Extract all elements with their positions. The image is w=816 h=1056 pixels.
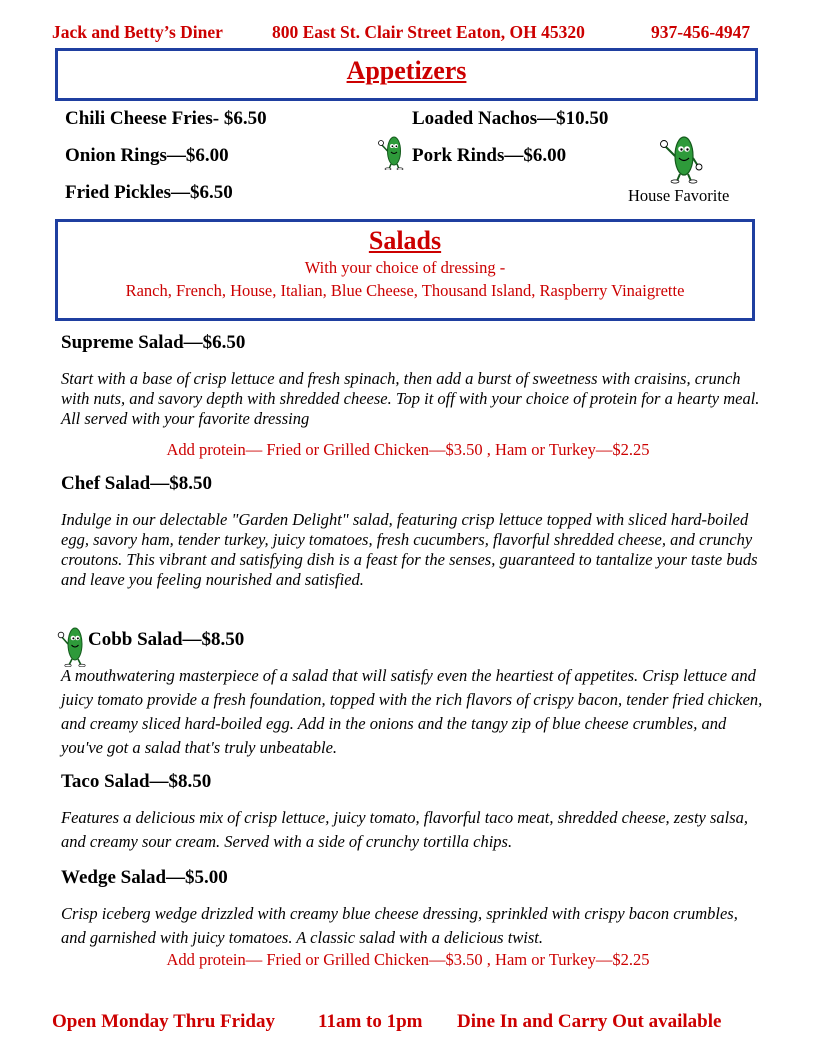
salads-box (55, 219, 755, 321)
diner-phone: 937-456-4947 (651, 22, 751, 42)
appetizers-title: Appetizers (346, 56, 467, 85)
salad-title: Cobb Salad—$8.50 (88, 629, 245, 650)
salads-title: Salads (368, 226, 442, 255)
add-protein-note: Add protein— Fried or Grilled Chicken—$3.50 , Ham or Turkey—$2.25 (166, 950, 650, 969)
appetizer-item: Pork Rinds—$6.00 (412, 145, 567, 166)
salad-description: Indulge in our delectable "Garden Delight" salad, featuring crisp lettuce topped with sliced hard-boiled egg, savory ham, tender turkey, juicy tomatoes, fresh cucumbers, flavorful shredded cheese, and crunchy croutons. This vibrant and satisfying dish is a feast for the senses, guaranteed to tantalize your taste buds and leave you feeling nourished and satisfied. (61, 510, 758, 589)
diner-address: 800 East St. Clair Street Eaton, OH 45320 (272, 22, 585, 42)
salad-title: Taco Salad—$8.50 (61, 771, 212, 792)
salad-title: Chef Salad—$8.50 (61, 473, 212, 494)
open-days: Open Monday Thru Friday (52, 1011, 275, 1032)
open-hours: 11am to 1pm (318, 1011, 423, 1032)
salad-description: Crisp iceberg wedge drizzled with creamy blue cheese dressing, sprinkled with crispy bacon crumbles, and garnished with juicy tomatoes. A classic salad with a delicious twist. (61, 904, 738, 947)
appetizers-box (55, 48, 758, 101)
dressing-intro: With your choice of dressing - (304, 258, 506, 277)
pickle-mascot-icon (658, 134, 704, 184)
salad-description: A mouthwatering masterpiece of a salad that will satisfy even the heartiest of appetites. Crisp lettuce and juicy tomato provide a fresh foundation, topped with the rich flavors of crispy bacon, tender fried chicken, and creamy sliced hard-boiled egg. Add in the onions and the tangy zip of blue cheese crumbles, and you've got a salad that's truly unbeatable. (61, 666, 763, 757)
appetizer-item: Fried Pickles—$6.50 (65, 182, 233, 203)
salad-title: Supreme Salad—$6.50 (61, 332, 246, 353)
salad-description: Start with a base of crisp lettuce and fresh spinach, then add a burst of sweetness with craisins, crunch with nuts, and savory depth with shredded cheese. Top it off with your choice of protein for a hearty meal. All served with your favorite dressing (61, 369, 760, 428)
salad-title: Wedge Salad—$5.00 (61, 867, 228, 888)
add-protein-note: Add protein— Fried or Grilled Chicken—$3.50 , Ham or Turkey—$2.25 (166, 440, 650, 459)
diner-name: Jack and Betty’s Diner (52, 22, 223, 42)
service-options: Dine In and Carry Out available (457, 1011, 722, 1032)
pickle-mascot-icon (377, 134, 407, 170)
salad-description: Features a delicious mix of crisp lettuce, juicy tomato, flavorful taco meat, shredded cheese, zesty salsa, and creamy sour cream. Served with a side of crunchy tortilla chips. (61, 808, 749, 851)
appetizer-item: Onion Rings—$6.00 (65, 145, 229, 166)
dressing-list: Ranch, French, House, Italian, Blue Cheese, Thousand Island, Raspberry Vinaigrette (125, 281, 685, 300)
pickle-mascot-icon (57, 625, 89, 667)
appetizer-item: Loaded Nachos—$10.50 (412, 108, 609, 129)
appetizer-item: Chili Cheese Fries- $6.50 (65, 108, 267, 129)
house-favorite-label: House Favorite (628, 186, 730, 205)
